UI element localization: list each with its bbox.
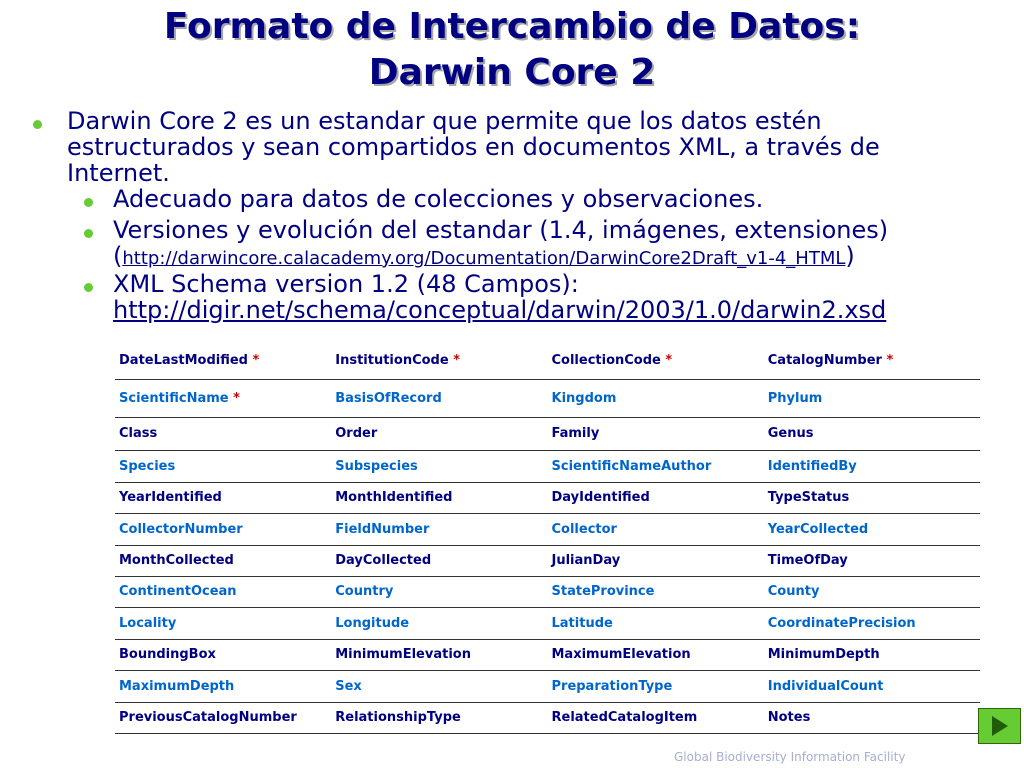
field-name: MinimumDepth [767,647,880,662]
table-row [115,702,980,733]
table-cell [764,576,980,607]
field-name: DayIdentified [551,490,650,505]
field-name: RelationshipType [335,710,461,725]
table-cell [548,607,764,639]
table-cell [548,450,764,482]
table-cell [548,639,764,670]
field-name: Longitude [335,615,410,631]
table-row [115,343,980,379]
bullet-xml-schema [113,271,886,323]
field-name: Family [551,426,600,441]
table-cell [764,607,980,639]
table-cell [764,639,980,670]
darwin-core-fields-table [115,343,980,734]
table-cell [115,417,331,450]
table-cell [764,343,980,379]
play-arrow-icon [992,716,1008,736]
darwin2-xsd-link[interactable]: http://digir.net/schema/conceptual/darwin/2003/1.0/darwin2.xsd [113,296,887,324]
table-cell [764,450,980,482]
slide-title-line2: Darwin Core 2 [368,52,656,93]
table-cell [331,702,547,733]
table-cell [115,639,331,670]
field-name: JulianDay [551,553,621,568]
field-name: MaximumDepth [119,678,235,694]
slide-title-line1: Formato de Intercambio de Datos: [163,6,861,47]
field-name: Notes [767,710,811,725]
field-name: Collector [551,521,617,537]
field-name: YearCollected [767,521,869,537]
table-cell [331,607,547,639]
table-cell [115,513,331,545]
table-cell [764,417,980,450]
field-name: ScientificName [119,390,229,406]
paren-close: ) [845,242,855,270]
field-name: DateLastModified [119,353,248,369]
table-cell [331,417,547,450]
bullet-text-line: Darwin Core 2 es un estandar que permite que los datos estén [67,107,822,135]
paren-open: ( [113,242,123,270]
table-cell [548,343,764,379]
table-cell [331,450,547,482]
table-cell [548,702,764,733]
bullet-dot-icon [84,229,93,238]
table-cell [115,450,331,482]
table-row [115,545,980,576]
table-row [115,450,980,482]
field-name: Kingdom [551,390,617,406]
table-cell [331,576,547,607]
field-name: Subspecies [335,458,418,474]
field-name: InstitutionCode [335,353,449,369]
table-cell [331,545,547,576]
required-marker: * [453,353,461,369]
table-cell [331,343,547,379]
table-cell [764,482,980,513]
field-name: MinimumElevation [335,647,471,662]
bullet-text-line: Versiones y evolución del estandar (1.4, imágenes, extensiones) [113,216,889,244]
table-row [115,513,980,545]
bullet-colecciones: Adecuado para datos de colecciones y observaciones. [113,185,764,213]
field-name: Class [119,426,158,441]
field-name: DayCollected [335,553,432,568]
table-cell [764,513,980,545]
field-name: CoordinatePrecision [767,615,916,631]
footer-text: Global Biodiversity Information Facility [674,750,906,764]
table-row [115,417,980,450]
table-cell [331,670,547,702]
field-name: CatalogNumber [767,353,882,369]
field-name: MonthIdentified [335,490,453,505]
table-cell [331,379,547,417]
table-cell [548,545,764,576]
bullet-text-line: XML Schema version 1.2 (48 Campos): [113,270,579,298]
field-name: MonthCollected [119,553,234,568]
table-cell [764,545,980,576]
bullet-dot-icon [33,120,42,129]
bullet-dot-icon [84,283,93,292]
field-name: CollectorNumber [119,521,243,537]
required-marker: * [665,353,673,369]
field-name: PreparationType [551,678,673,694]
field-name: Phylum [767,390,823,406]
table-cell [548,513,764,545]
bullet-dot-icon [84,198,93,207]
field-name: ScientificNameAuthor [551,458,712,474]
field-name: TimeOfDay [767,553,848,568]
table-cell [115,545,331,576]
field-name: Order [335,426,378,441]
table-cell [764,670,980,702]
table-row [115,576,980,607]
table-row [115,670,980,702]
required-marker: * [252,353,260,369]
table-row [115,379,980,417]
table-cell [331,482,547,513]
table-cell [764,702,980,733]
required-marker: * [886,353,894,369]
table-cell [548,576,764,607]
table-cell [115,702,331,733]
field-name: PreviousCatalogNumber [119,710,297,725]
field-name: Species [119,458,176,474]
field-name: StateProvince [551,584,655,599]
bullet-darwin-core [67,108,880,186]
table-cell [548,379,764,417]
table-cell [115,576,331,607]
field-name: Locality [119,615,177,631]
table-row [115,607,980,639]
field-name: Genus [767,426,814,441]
bullet-text-line: estructurados y sean compartidos en documentos XML, a través de [67,133,880,161]
table-cell [331,513,547,545]
field-name: Latitude [551,615,613,631]
field-name: Sex [335,678,362,694]
table-row [115,639,980,670]
table-row [115,482,980,513]
slide-title [0,4,1024,96]
field-name: IndividualCount [767,678,884,694]
table-cell [331,639,547,670]
field-name: Country [335,584,394,599]
field-name: County [767,584,820,599]
field-name: TypeStatus [767,490,850,505]
field-name: MaximumElevation [551,647,691,662]
table-cell [115,343,331,379]
field-name: ContinentOcean [119,584,237,599]
bullet-versiones [113,217,888,272]
next-slide-button[interactable] [978,708,1021,744]
table-cell [764,379,980,417]
field-name: RelatedCatalogItem [551,710,698,725]
bullet-text-line: Internet. [67,159,170,187]
bullet-link-line [113,243,888,272]
field-name: YearIdentified [119,490,222,505]
field-name: CollectionCode [551,353,661,369]
table-cell [115,607,331,639]
table-cell [115,670,331,702]
table-cell [115,379,331,417]
table-cell [548,670,764,702]
field-name: FieldNumber [335,521,430,537]
field-name: BasisOfRecord [335,390,442,406]
field-name: IdentifiedBy [767,458,857,474]
table-cell [548,417,764,450]
required-marker: * [233,390,240,406]
field-name: BoundingBox [119,647,216,662]
table-cell [115,482,331,513]
table-cell [548,482,764,513]
darwincore-docs-link[interactable]: http://darwincore.calacademy.org/Documentation/DarwinCore2Draft_v1-4_HTML [122,248,846,269]
